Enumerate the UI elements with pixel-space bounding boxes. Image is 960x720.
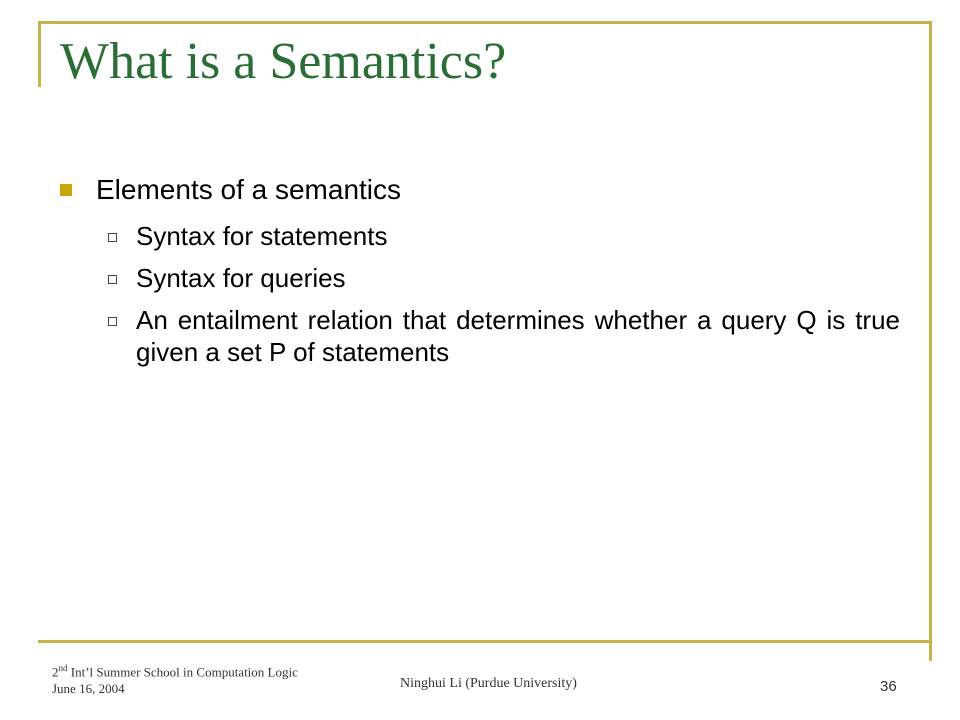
footer-ordinal-suffix: nd	[58, 663, 68, 673]
sub-bullet-text: Syntax for statements	[136, 221, 388, 251]
bullet-text: Elements of a semantics	[96, 174, 402, 205]
hollow-square-bullet-icon	[108, 233, 117, 242]
footer-event	[52, 660, 298, 697]
top-rule	[38, 21, 932, 24]
footer-school	[52, 660, 298, 680]
sub-bullet-text: An entailment relation that determines whether a query Q is true given a set P of statements	[136, 305, 900, 367]
footer-ordinal: 2	[52, 664, 59, 680]
right-rule	[929, 21, 932, 661]
hollow-square-bullet-icon	[108, 275, 117, 284]
sub-bullet-item	[60, 262, 900, 294]
bottom-rule	[38, 640, 932, 643]
footer-author: Ninghui Li (Purdue University)	[400, 676, 577, 691]
bullet-item	[60, 170, 900, 210]
slide-body	[60, 170, 900, 368]
footer-date: June 16, 2004	[52, 681, 125, 697]
sub-bullet-text: Syntax for queries	[136, 263, 346, 293]
footer-school-name: Int’l Summer School in Computation Logic	[67, 664, 298, 680]
hollow-square-bullet-icon	[108, 317, 117, 326]
left-rule	[38, 21, 41, 87]
square-bullet-icon	[60, 184, 72, 196]
slide-title: What is a Semantics?	[60, 33, 507, 90]
sub-bullet-item	[60, 304, 900, 368]
page-number: 36	[880, 678, 897, 695]
sub-bullet-item	[60, 220, 900, 252]
